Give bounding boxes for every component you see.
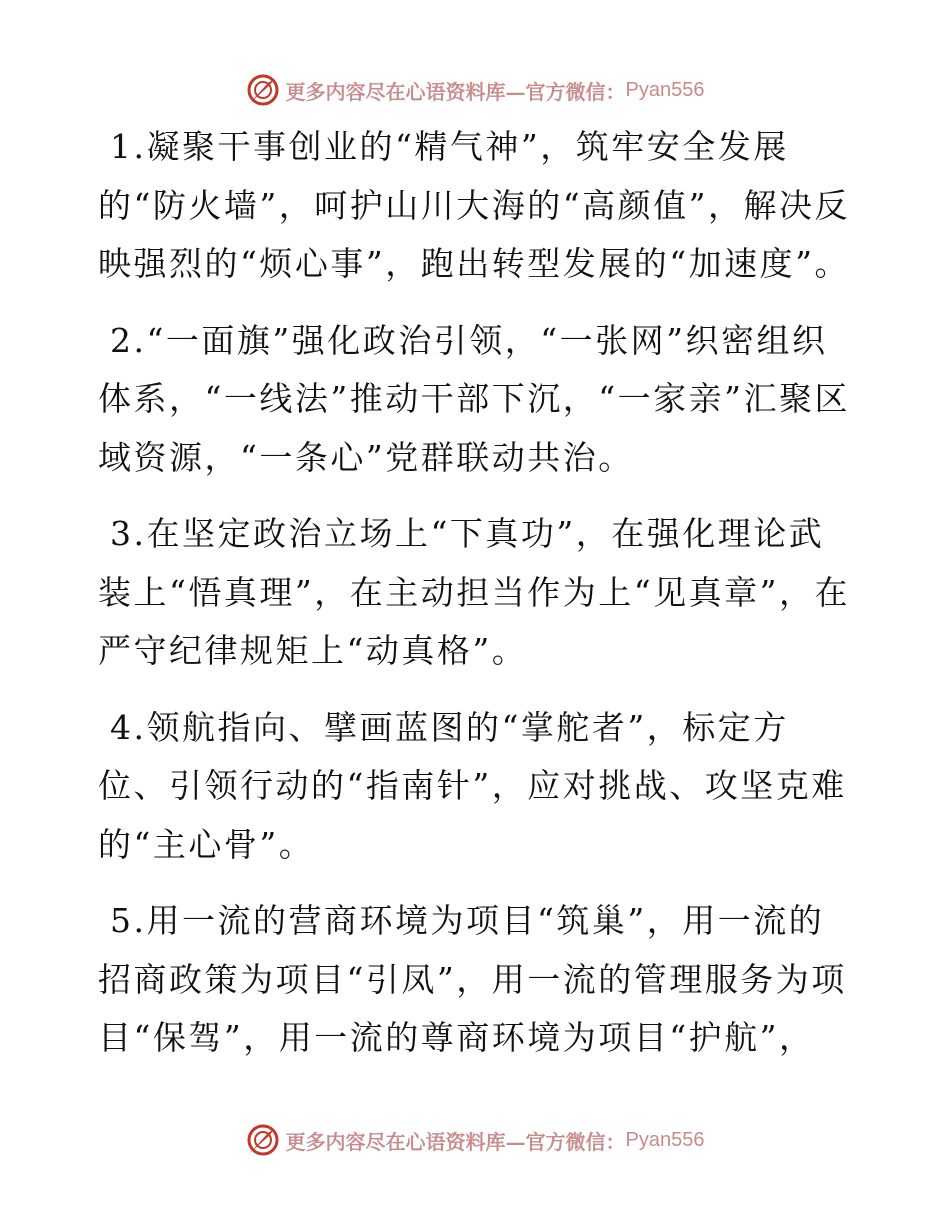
header-slogan: 更多内容尽在心语资料库—官方微信： bbox=[285, 79, 626, 104]
header-banner bbox=[0, 70, 950, 110]
header-wechat-id: Pyan556 bbox=[625, 78, 705, 101]
footer-wechat-id: Pyan556 bbox=[625, 1128, 705, 1151]
quill-circle-icon bbox=[246, 73, 280, 107]
paragraph-1 bbox=[98, 118, 858, 294]
paragraph-number: 5. bbox=[110, 901, 147, 940]
paragraph-text: 凝聚干事创业的“精气神”，筑牢安全发展的“防火墙”，呵护山川大海的“高颜值”，解决反映强烈的“烦心事”，跑出转型发展的“加速度”。 bbox=[98, 127, 850, 283]
paragraph-2 bbox=[98, 312, 858, 488]
footer-banner bbox=[0, 1120, 950, 1160]
paragraph-number: 4. bbox=[110, 707, 147, 747]
paragraph-4 bbox=[98, 699, 858, 875]
paragraph-number: 2. bbox=[110, 320, 147, 360]
paragraph-text: 领航指向、擘画蓝图的“掌舵者”，标定方位、引领行动的“指南针”，应对挑战、攻坚克难的“主心骨”。 bbox=[98, 707, 847, 864]
footer-slogan: 更多内容尽在心语资料库—官方微信： bbox=[285, 1129, 626, 1154]
paragraph-text: 在坚定政治立场上“下真功”，在强化理论武装上“悟真理”，在主动担当作为上“见真章”，在严守纪律规矩上“动真格”。 bbox=[98, 514, 850, 670]
quill-circle-icon bbox=[246, 1123, 280, 1157]
document-body bbox=[98, 118, 858, 1086]
paragraph-number: 3. bbox=[110, 514, 147, 553]
paragraph-number: 1. bbox=[110, 127, 147, 166]
paragraph-5 bbox=[98, 892, 858, 1068]
paragraph-text: “一面旗”强化政治引领，“一张网”织密组织体系，“一线法”推动干部下沉，“一家亲”汇聚区域资源，“一条心”党群联动共治。 bbox=[98, 320, 850, 477]
paragraph-text: 用一流的营商环境为项目“筑巢”，用一流的招商政策为项目“引凤”，用一流的管理服务为项目“保驾”，用一流的尊商环境为项目“护航”， bbox=[98, 901, 847, 1057]
paragraph-3 bbox=[98, 505, 858, 681]
